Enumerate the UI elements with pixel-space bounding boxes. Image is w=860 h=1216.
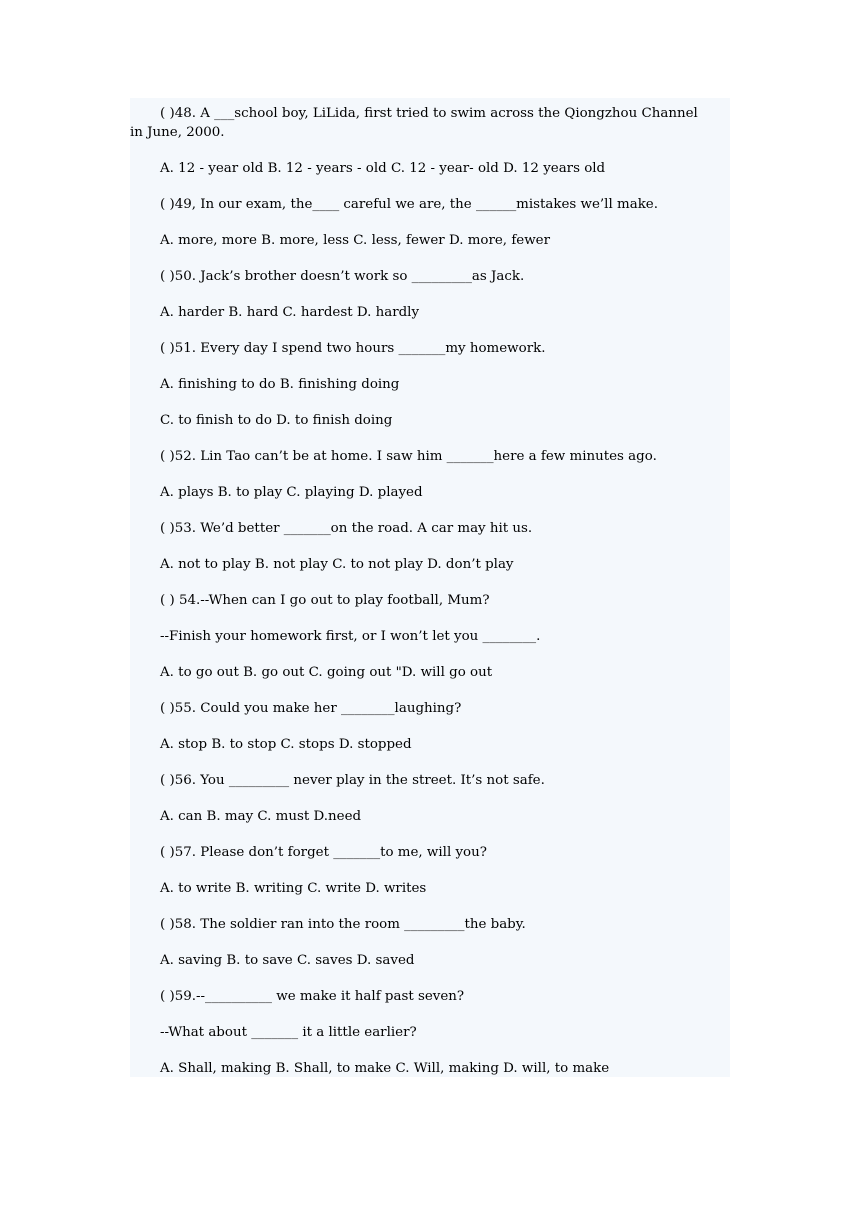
question-51-stem: ( )51. Every day I spend two hours _______my homework.: [160, 341, 546, 356]
question-48-options: A. 12 - year old B. 12 - years - old C. 12 - year- old D. 12 years old: [160, 161, 606, 176]
question-54-options: A. to go out B. go out C. going out "D. will go out: [160, 665, 493, 680]
question-52-stem: ( )52. Lin Tao can’t be at home. I saw him _______here a few minutes ago.: [160, 449, 657, 464]
question-48-stem: ( )48. A ___school boy, LiLida, first tried to swim across the Qiongzhou Channel: [160, 106, 698, 121]
question-59-stem-reply: --What about _______ it a little earlier?: [160, 1025, 417, 1040]
question-58-stem: ( )58. The soldier ran into the room _________the baby.: [160, 917, 526, 932]
question-49-options: A. more, more B. more, less C. less, fewer D. more, fewer: [160, 233, 550, 248]
question-58-options: A. saving B. to save C. saves D. saved: [160, 953, 415, 968]
question-57-options: A. to write B. writing C. write D. writes: [160, 881, 427, 896]
question-56-stem: ( )56. You _________ never play in the street. It’s not safe.: [160, 773, 545, 788]
question-57-stem: ( )57. Please don’t forget _______to me, will you?: [160, 845, 487, 860]
question-48-stem-continued: in June, 2000.: [130, 125, 225, 140]
question-59-options: A. Shall, making B. Shall, to make C. Will, making D. will, to make: [160, 1061, 610, 1076]
question-50-options: A. harder B. hard C. hardest D. hardly: [160, 305, 420, 320]
document-page: [130, 98, 730, 1077]
question-54-stem: ( ) 54.--When can I go out to play football, Mum?: [160, 593, 490, 608]
question-51-options-cd: C. to finish to do D. to finish doing: [160, 413, 393, 428]
question-53-options: A. not to play B. not play C. to not play D. don’t play: [160, 557, 514, 572]
question-51-options-ab: A. finishing to do B. finishing doing: [160, 377, 400, 392]
question-54-stem-reply: --Finish your homework first, or I won’t let you ________.: [160, 629, 541, 644]
question-56-options: A. can B. may C. must D.need: [160, 809, 362, 824]
question-50-stem: ( )50. Jack’s brother doesn’t work so _________as Jack.: [160, 269, 525, 284]
question-53-stem: ( )53. We’d better _______on the road. A car may hit us.: [160, 521, 533, 536]
question-55-stem: ( )55. Could you make her ________laughing?: [160, 701, 462, 716]
question-55-options: A. stop B. to stop C. stops D. stopped: [160, 737, 412, 752]
question-49-stem: ( )49, In our exam, the____ careful we are, the ______mistakes we’ll make.: [160, 197, 658, 212]
question-52-options: A. plays B. to play C. playing D. played: [160, 485, 423, 500]
question-59-stem: ( )59.--__________ we make it half past seven?: [160, 989, 465, 1004]
